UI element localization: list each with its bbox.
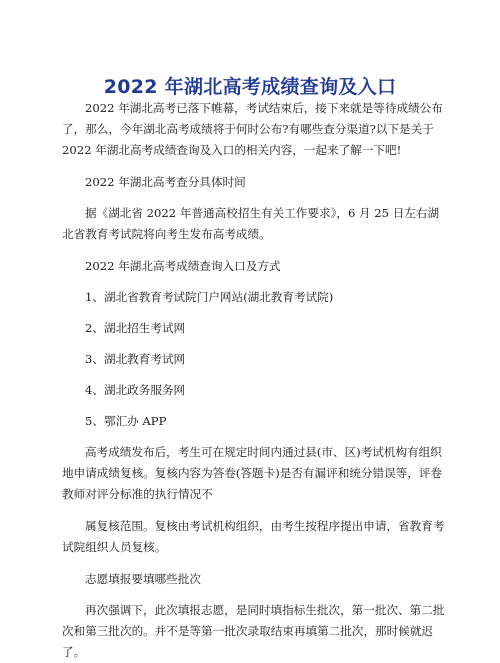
- batches-paragraph: 再次强调下，此次填报志愿，是同时填指标生批次，第一批次、第二批次和第三批次的。并不是等第一批次录取结束再填第二批次，那时候就迟了。: [62, 603, 445, 659]
- section-heading-score-time: 2022 年湖北高考查分具体时间: [85, 175, 246, 189]
- document-title: 2022 年湖北高考成绩查询及入口: [103, 76, 397, 98]
- list-item: 2、湖北招生考试网: [85, 321, 186, 335]
- score-review-paragraph: 高考成绩发布后，考生可在规定时间内通过县(市、区)考试机构有组织地申请成绩复核。复核内容为答卷(答题卡)是否有漏评和统分错误等，评卷教师对评分标准的执行情况不: [62, 445, 443, 501]
- section-heading-batches: 志愿填报要填哪些批次: [85, 572, 201, 586]
- list-item: 3、湖北教育考试网: [85, 352, 186, 366]
- list-item: 4、湖北政务服务网: [85, 383, 186, 397]
- review-scope-paragraph: 属复核范围。复核由考试机构组织，由考生按程序提出申请，省教育考试院组织人员复核。: [62, 519, 445, 554]
- intro-paragraph: 2022 年湖北高考已落下帷幕，考试结束后，接下来就是等待成绩公布了，那么，今年湖北高考成绩将于何时公布?有哪些查分渠道?以下是关于 2022 年湖北高考成绩查询及入口的相关内容，一起来了解一下吧!: [62, 101, 443, 157]
- score-time-paragraph: 据《湖北省 2022 年普通高校招生有关工作要求》，6 月 25 日左右湖北省教育考试院将向考生发布高考成绩。: [62, 206, 440, 241]
- section-heading-query-entry: 2022 年湖北高考成绩查询入口及方式: [85, 259, 281, 273]
- list-item: 5、鄂汇办 APP: [85, 414, 167, 428]
- list-item: 1、湖北省教育考试院门户网站(湖北教育考试院): [85, 290, 334, 304]
